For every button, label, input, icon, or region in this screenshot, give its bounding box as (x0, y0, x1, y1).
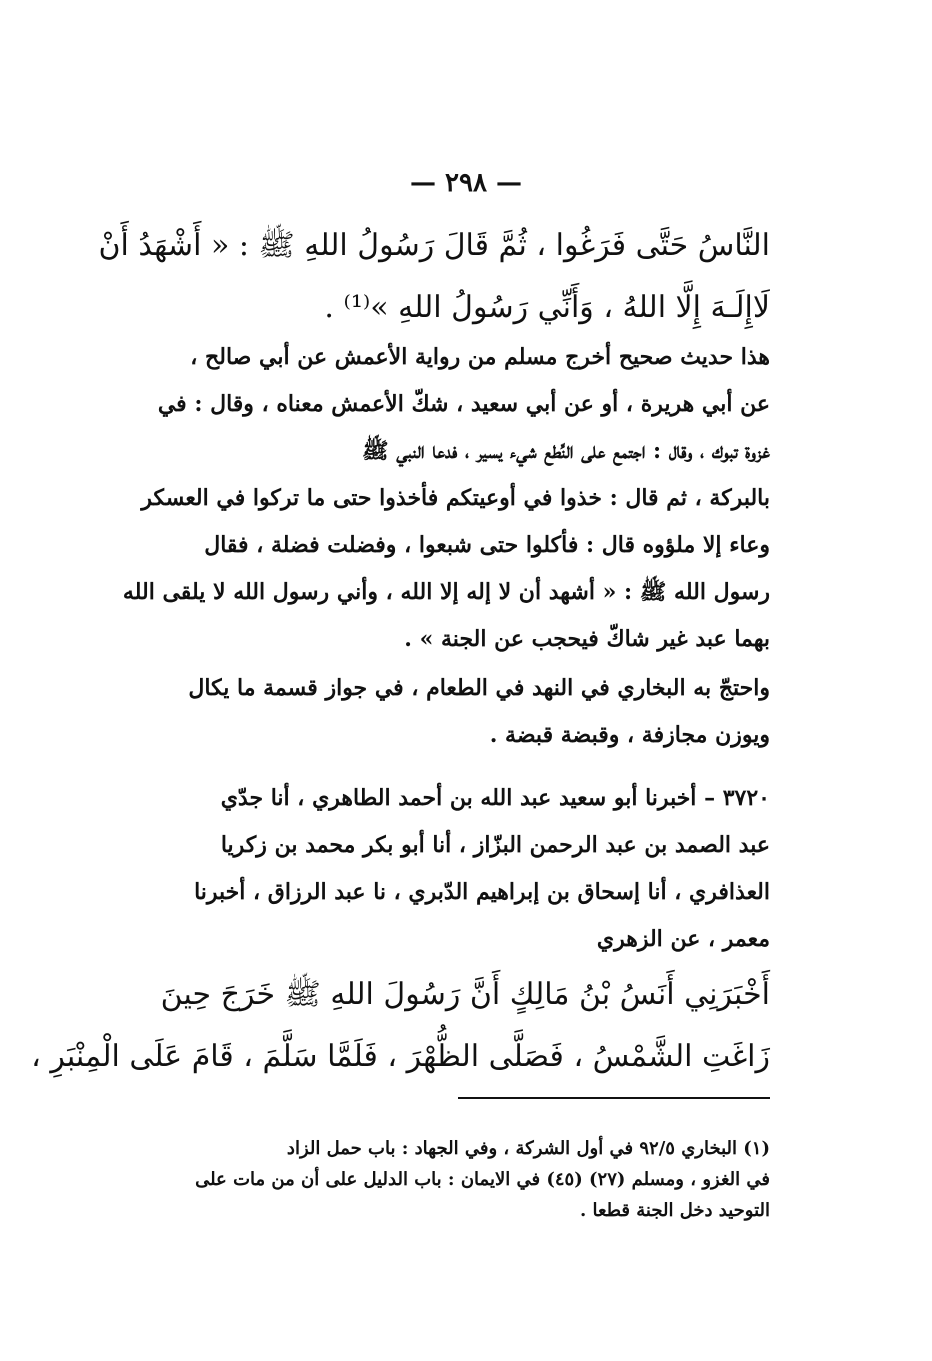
text-line: هذا حديث صحيح أخرج مسلم من رواية الأعمش عن أبي صالح ، (190, 344, 770, 370)
text-line: رسول الله ﷺ : « أشهد أن لا إله إلا الله ، وأني رسول الله لا يلقى الله (122, 579, 770, 605)
footnote-line: التوحيد دخل الجنة قطعا . (579, 1200, 770, 1221)
text-line: عبد الصمد بن عبد الرحمن البزّاز ، أنا أبو بكر محمد بن زكريا (220, 832, 770, 858)
text-line: بهما عبد غير شاكّ فيحجب عن الجنة » . (404, 626, 770, 652)
text-line: غزوة تبوك ، وقال : اجتمع على النِّطع شيء يسير ، فدعا النبي ﷺ (361, 438, 770, 464)
commentary-paragraph-2 (110, 665, 770, 759)
isnad-paragraph (110, 775, 770, 963)
text-line: معمر ، عن الزهري (596, 926, 770, 952)
text-line: واحتجّ به البخاري في النهد في الطعام ، في جواز قسمة ما يكال (188, 675, 770, 701)
hadith-text-top (98, 215, 770, 339)
text-line: أَخْبَرَنِي أَنَسُ بْنُ مَالِكٍ أَنَّ رَسُولَ اللهِ ﷺ خَرَجَ حِينَ (160, 977, 770, 1012)
text-line: زَاغَتِ الشَّمْسُ ، فَصَلَّى الظُّهْرَ ، فَلَمَّا سَلَّمَ ، قَامَ عَلَى الْمِنْبَرِ ، (31, 1039, 770, 1074)
text-line: العذافري ، أنا إسحاق بن إبراهيم الدّبري ، نا عبد الرزاق ، أخبرنا (194, 879, 770, 905)
hadith-text-bottom (31, 964, 770, 1088)
text-line: عن أبي هريرة ، أو عن أبي سعيد ، شكّ الأعمش معناه ، وقال : في (157, 391, 770, 417)
text-line: وعاء إلا ملؤوه قال : فأكلوا حتى شبعوا ، وفضلت فضلة ، فقال (204, 532, 770, 558)
text-line: ٣٧٢٠ – أخبرنا أبو سعيد عبد الله بن أحمد الطاهري ، أنا جدّي (220, 785, 770, 811)
text-line: بالبركة ، ثم قال : خذوا في أوعيتكم فأخذوا حتى ما تركوا في العسكر (141, 485, 770, 511)
footnote (110, 1133, 770, 1226)
page-number: — ٢٩٨ — (409, 168, 523, 198)
footnote-divider (458, 1097, 770, 1099)
footnote-line: (١) البخاري ٩٢/٥ في أول الشركة ، وفي الجهاد : باب حمل الزاد (286, 1138, 770, 1159)
text-line: ويوزن مجازفة ، وقبضة قبضة . (489, 722, 770, 748)
text-line: لَاإِلَـهَ إِلَّا اللهُ ، وَأَنِّي رَسُولُ اللهِ »⁽¹⁾ . (324, 290, 770, 325)
footnote-line: في الغزو ، ومسلم (٢٧) (٤٥) في الايمان : باب الدليل على أن من مات على (195, 1169, 770, 1190)
text-line: النَّاسُ حَتَّى فَرَغُوا ، ثُمَّ قَالَ رَسُولُ اللهِ ﷺ : « أَشْهَدُ أَنْ (98, 228, 770, 263)
commentary-paragraph (110, 334, 770, 663)
